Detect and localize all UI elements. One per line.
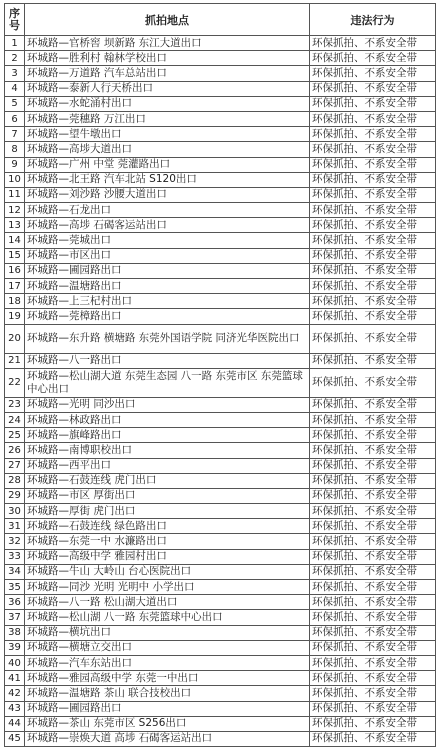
row-violation: 环保抓拍、不系安全带 <box>310 504 436 519</box>
row-location: 环城路—茶山 东莞市区 S256出口 <box>25 716 310 731</box>
table-row <box>5 458 436 473</box>
row-violation: 环保抓拍、不系安全带 <box>310 731 436 746</box>
row-number: 4 <box>5 81 25 96</box>
row-violation: 环保抓拍、不系安全带 <box>310 458 436 473</box>
row-violation: 环保抓拍、不系安全带 <box>310 172 436 187</box>
row-number: 31 <box>5 519 25 534</box>
table-row <box>5 701 436 716</box>
table-body <box>5 36 436 747</box>
row-violation: 环保抓拍、不系安全带 <box>310 686 436 701</box>
row-location: 环城路—泰新人行天桥出口 <box>25 81 310 96</box>
row-violation: 环保抓拍、不系安全带 <box>310 127 436 142</box>
row-location: 环城路—莞穗路 万江出口 <box>25 111 310 126</box>
row-number: 34 <box>5 564 25 579</box>
row-number: 26 <box>5 443 25 458</box>
row-violation: 环保抓拍、不系安全带 <box>310 263 436 278</box>
row-location: 环城路—石鼓连线 虎门出口 <box>25 473 310 488</box>
row-violation: 环保抓拍、不系安全带 <box>310 625 436 640</box>
row-location: 环城路—林政路出口 <box>25 412 310 427</box>
row-location: 环城路—八一路出口 <box>25 353 310 368</box>
row-number: 18 <box>5 294 25 309</box>
row-violation: 环保抓拍、不系安全带 <box>310 309 436 324</box>
row-violation: 环保抓拍、不系安全带 <box>310 397 436 412</box>
row-number: 30 <box>5 504 25 519</box>
table-row <box>5 443 436 458</box>
row-violation: 环保抓拍、不系安全带 <box>310 610 436 625</box>
row-location: 环城路—横坑出口 <box>25 625 310 640</box>
row-number: 16 <box>5 263 25 278</box>
row-number: 41 <box>5 671 25 686</box>
header-violation: 违法行为 <box>310 4 436 36</box>
row-number: 43 <box>5 701 25 716</box>
row-violation: 环保抓拍、不系安全带 <box>310 218 436 233</box>
table-row <box>5 66 436 81</box>
row-violation: 环保抓拍、不系安全带 <box>310 187 436 202</box>
row-number: 5 <box>5 96 25 111</box>
row-location: 环城路—官桥窖 坝新路 东江大道出口 <box>25 36 310 51</box>
table-row <box>5 610 436 625</box>
row-violation: 环保抓拍、不系安全带 <box>310 580 436 595</box>
table-row <box>5 488 436 503</box>
row-violation: 环保抓拍、不系安全带 <box>310 519 436 534</box>
row-number: 23 <box>5 397 25 412</box>
table-row <box>5 81 436 96</box>
row-number: 27 <box>5 458 25 473</box>
row-location: 环城路—北王路 汽车北站 S120出口 <box>25 172 310 187</box>
table-row <box>5 353 436 368</box>
row-location: 环城路—市区出口 <box>25 248 310 263</box>
row-number: 33 <box>5 549 25 564</box>
table-row <box>5 397 436 412</box>
row-violation: 环保抓拍、不系安全带 <box>310 564 436 579</box>
row-location: 环城路—高埗大道出口 <box>25 142 310 157</box>
table-row <box>5 564 436 579</box>
row-violation: 环保抓拍、不系安全带 <box>310 353 436 368</box>
row-number: 1 <box>5 36 25 51</box>
table-row <box>5 534 436 549</box>
row-location: 环城路—雅园高级中学 东莞一中出口 <box>25 671 310 686</box>
table-row <box>5 187 436 202</box>
table-row <box>5 127 436 142</box>
row-violation: 环保抓拍、不系安全带 <box>310 81 436 96</box>
row-number: 15 <box>5 248 25 263</box>
row-number: 2 <box>5 51 25 66</box>
table-row <box>5 51 436 66</box>
row-violation: 环保抓拍、不系安全带 <box>310 96 436 111</box>
table-row <box>5 218 436 233</box>
row-number: 9 <box>5 157 25 172</box>
row-number: 14 <box>5 233 25 248</box>
row-location: 环城路—厚街 虎门出口 <box>25 504 310 519</box>
row-number: 37 <box>5 610 25 625</box>
row-location: 环城路—温塘路 茶山 联合技校出口 <box>25 686 310 701</box>
row-location: 环城路—旗峰路出口 <box>25 428 310 443</box>
table-row <box>5 595 436 610</box>
table-row <box>5 203 436 218</box>
table-row <box>5 309 436 324</box>
row-violation: 环保抓拍、不系安全带 <box>310 701 436 716</box>
row-violation: 环保抓拍、不系安全带 <box>310 595 436 610</box>
row-violation: 环保抓拍、不系安全带 <box>310 671 436 686</box>
row-location: 环城路—望牛墩出口 <box>25 127 310 142</box>
row-location: 环城路—广州 中堂 莞灌路出口 <box>25 157 310 172</box>
row-violation: 环保抓拍、不系安全带 <box>310 279 436 294</box>
row-location: 环城路—八一路 松山湖大道出口 <box>25 595 310 610</box>
row-violation: 环保抓拍、不系安全带 <box>310 488 436 503</box>
row-location: 环城路—水蛇涌村出口 <box>25 96 310 111</box>
row-violation: 环保抓拍、不系安全带 <box>310 36 436 51</box>
row-location: 环城路—石鼓连线 绿色路出口 <box>25 519 310 534</box>
row-violation: 环保抓拍、不系安全带 <box>310 294 436 309</box>
header-location: 抓拍地点 <box>25 4 310 36</box>
row-violation: 环保抓拍、不系安全带 <box>310 428 436 443</box>
row-number: 21 <box>5 353 25 368</box>
row-number: 39 <box>5 640 25 655</box>
row-location: 环城路—横塘立交出口 <box>25 640 310 655</box>
table-row <box>5 716 436 731</box>
table-row <box>5 279 436 294</box>
row-number: 19 <box>5 309 25 324</box>
table-row <box>5 96 436 111</box>
table-row <box>5 580 436 595</box>
row-violation: 环保抓拍、不系安全带 <box>310 412 436 427</box>
table-header-row <box>5 4 436 36</box>
row-number: 32 <box>5 534 25 549</box>
row-location: 环城路—万道路 汽车总站出口 <box>25 66 310 81</box>
table-row <box>5 549 436 564</box>
table-row <box>5 504 436 519</box>
row-violation: 环保抓拍、不系安全带 <box>310 549 436 564</box>
row-location: 环城路—南博职校出口 <box>25 443 310 458</box>
row-number: 10 <box>5 172 25 187</box>
table-row <box>5 686 436 701</box>
row-location: 环城路—高级中学 雅园村出口 <box>25 549 310 564</box>
row-number: 25 <box>5 428 25 443</box>
row-violation: 环保抓拍、不系安全带 <box>310 233 436 248</box>
row-number: 38 <box>5 625 25 640</box>
violation-table <box>4 3 436 747</box>
row-number: 3 <box>5 66 25 81</box>
row-number: 45 <box>5 731 25 746</box>
row-violation: 环保抓拍、不系安全带 <box>310 640 436 655</box>
row-location: 环城路—东升路 横塘路 东莞外国语学院 同济光华医院出口 <box>25 324 310 353</box>
table-row <box>5 263 436 278</box>
row-violation: 环保抓拍、不系安全带 <box>310 534 436 549</box>
table-row <box>5 640 436 655</box>
row-location: 环城路—莞城出口 <box>25 233 310 248</box>
row-number: 40 <box>5 655 25 670</box>
table-row <box>5 172 436 187</box>
row-violation: 环保抓拍、不系安全带 <box>310 157 436 172</box>
table-row <box>5 428 436 443</box>
row-number: 36 <box>5 595 25 610</box>
row-location: 环城路—温塘路出口 <box>25 279 310 294</box>
row-violation: 环保抓拍、不系安全带 <box>310 66 436 81</box>
row-number: 42 <box>5 686 25 701</box>
row-number: 24 <box>5 412 25 427</box>
table-row <box>5 324 436 353</box>
row-violation: 环保抓拍、不系安全带 <box>310 324 436 353</box>
row-number: 12 <box>5 203 25 218</box>
row-location: 环城路—圃园路出口 <box>25 263 310 278</box>
table-row <box>5 519 436 534</box>
row-violation: 环保抓拍、不系安全带 <box>310 142 436 157</box>
row-violation: 环保抓拍、不系安全带 <box>310 51 436 66</box>
table-row <box>5 671 436 686</box>
row-location: 环城路—刘沙路 沙腰大道出口 <box>25 187 310 202</box>
row-number: 13 <box>5 218 25 233</box>
row-number: 7 <box>5 127 25 142</box>
row-location: 环城路—牛山 大岭山 台心医院出口 <box>25 564 310 579</box>
row-location: 环城路—东莞一中 水濂路出口 <box>25 534 310 549</box>
table-row <box>5 731 436 746</box>
table-row <box>5 368 436 397</box>
table-row <box>5 142 436 157</box>
row-violation: 环保抓拍、不系安全带 <box>310 655 436 670</box>
row-number: 6 <box>5 111 25 126</box>
table-row <box>5 294 436 309</box>
row-number: 35 <box>5 580 25 595</box>
row-number: 20 <box>5 324 25 353</box>
table-row <box>5 36 436 51</box>
row-violation: 环保抓拍、不系安全带 <box>310 473 436 488</box>
row-location: 环城路—松山湖 八一路 东莞篮球中心出口 <box>25 610 310 625</box>
row-location: 环城路—圃园路出口 <box>25 701 310 716</box>
row-location: 环城路—崇焕大道 高埗 石碣客运站出口 <box>25 731 310 746</box>
row-number: 29 <box>5 488 25 503</box>
row-number: 11 <box>5 187 25 202</box>
row-violation: 环保抓拍、不系安全带 <box>310 443 436 458</box>
table-row <box>5 111 436 126</box>
row-violation: 环保抓拍、不系安全带 <box>310 248 436 263</box>
table-container <box>4 3 435 745</box>
row-location: 环城路—汽车东站出口 <box>25 655 310 670</box>
header-number: 序号 <box>5 4 25 36</box>
row-number: 28 <box>5 473 25 488</box>
table-row <box>5 412 436 427</box>
row-violation: 环保抓拍、不系安全带 <box>310 111 436 126</box>
table-row <box>5 473 436 488</box>
table-row <box>5 655 436 670</box>
row-violation: 环保抓拍、不系安全带 <box>310 716 436 731</box>
row-location: 环城路—松山湖大道 东莞生态园 八一路 东莞市区 东莞篮球中心出口 <box>25 368 310 397</box>
table-row <box>5 233 436 248</box>
row-location: 环城路—同沙 光明 光明中 小学出口 <box>25 580 310 595</box>
row-location: 环城路—市区 厚街出口 <box>25 488 310 503</box>
row-number: 17 <box>5 279 25 294</box>
row-number: 44 <box>5 716 25 731</box>
table-row <box>5 157 436 172</box>
row-location: 环城路—西平出口 <box>25 458 310 473</box>
row-number: 22 <box>5 368 25 397</box>
row-location: 环城路—高埗 石碣客运站出口 <box>25 218 310 233</box>
row-location: 环城路—胜利村 翰林学校出口 <box>25 51 310 66</box>
row-violation: 环保抓拍、不系安全带 <box>310 368 436 397</box>
row-violation: 环保抓拍、不系安全带 <box>310 203 436 218</box>
row-location: 环城路—莞樟路出口 <box>25 309 310 324</box>
table-row <box>5 248 436 263</box>
row-location: 环城路—石龙出口 <box>25 203 310 218</box>
row-location: 环城路—光明 同沙出口 <box>25 397 310 412</box>
table-row <box>5 625 436 640</box>
row-location: 环城路—上三杞村出口 <box>25 294 310 309</box>
row-number: 8 <box>5 142 25 157</box>
